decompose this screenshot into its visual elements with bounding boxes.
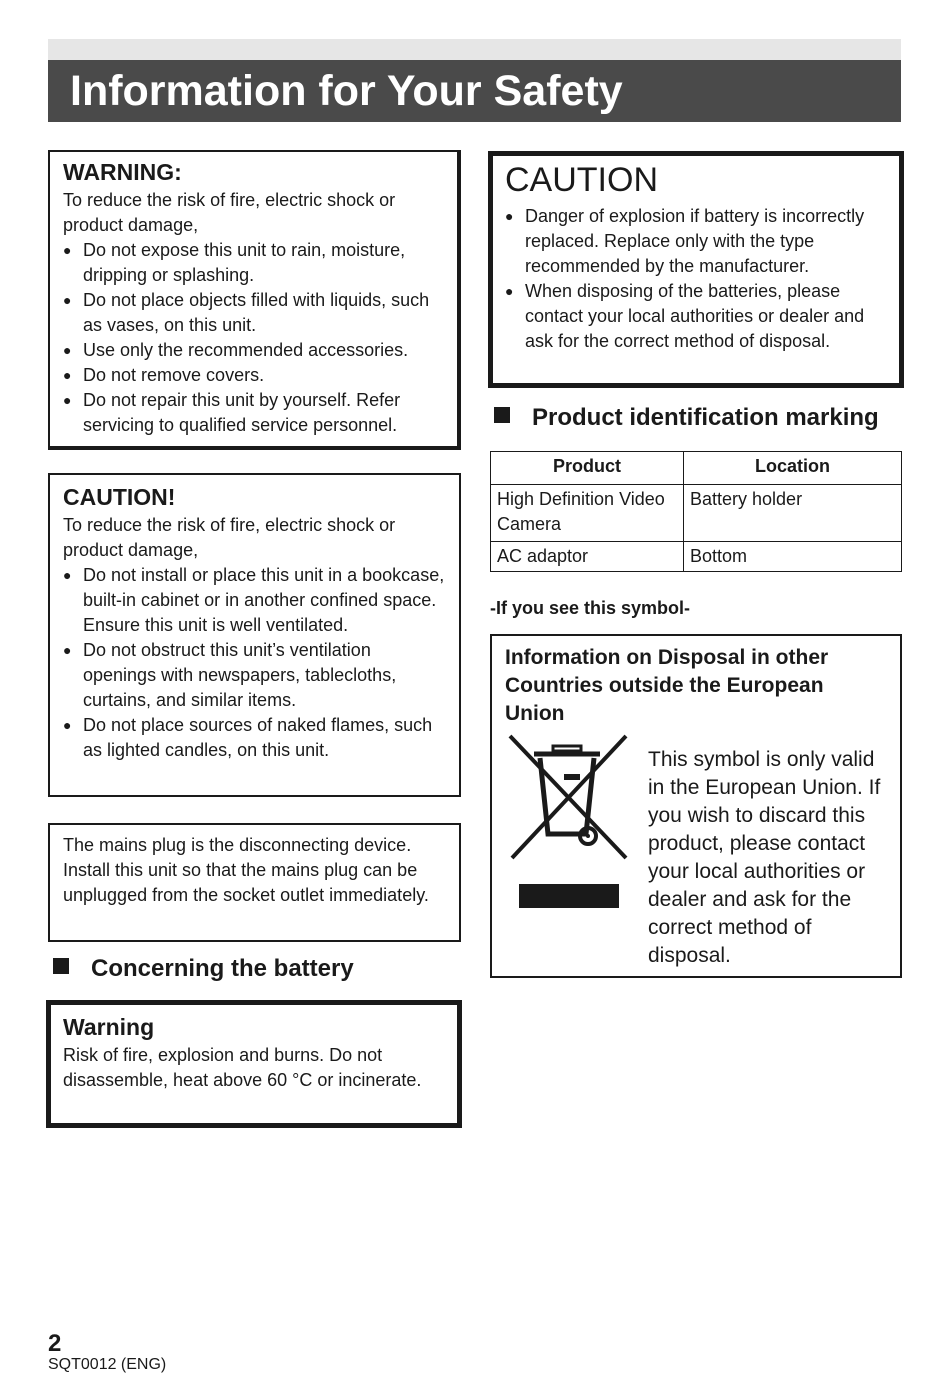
warning-intro: To reduce the risk of fire, electric shock or product damage, (63, 190, 396, 235)
caution-box (48, 473, 461, 797)
title-top-band (48, 39, 901, 60)
table-cell: AC adaptor (491, 542, 684, 572)
page-title: Information for Your Safety (48, 60, 901, 122)
battery-section-heading: Concerning the battery (53, 954, 354, 984)
battery-caution-heading: CAUTION (505, 161, 658, 199)
table-cell: High Definition Video Camera (491, 485, 684, 542)
square-bullet-icon (53, 958, 69, 974)
mains-plug-text: The mains plug is the disconnecting device. Install this unit so that the mains plug can be unplugged from the socket outlet immediately. (63, 835, 429, 905)
list-item: ● Do not place objects filled with liquids, such as vases, on this unit. (63, 288, 445, 338)
table-row (491, 542, 902, 572)
warning-list (63, 238, 445, 438)
page-number: 2 (48, 1330, 62, 1357)
list-item: ● Do not expose this unit to rain, moisture, dripping or splashing. (63, 238, 445, 288)
product-id-heading: Product identification marking (494, 403, 879, 433)
table-header-row (491, 452, 902, 485)
warning-box (48, 150, 461, 450)
document-code: SQT0012 (ENG) (48, 1356, 167, 1373)
battery-warning-heading: Warning (63, 1014, 155, 1040)
column-header: Location (684, 452, 902, 485)
table-cell: Bottom (684, 542, 902, 572)
product-id-table (490, 451, 902, 572)
column-header: Product (491, 452, 684, 485)
table-row (491, 485, 902, 542)
disposal-title: Information on Disposal in other Countries outside the European Union (505, 646, 829, 725)
table-cell: Battery holder (684, 485, 902, 542)
crossed-out-wheelie-bin-icon (506, 732, 632, 914)
disposal-text: This symbol is only valid in the European Union. If you wish to discard this product, please contact your local authorities or dealer and ask for the correct method of disposal. (648, 748, 881, 967)
list-item: ● Do not obstruct this unit’s ventilation openings with newspapers, tablecloths, curtains, and similar items. (63, 638, 447, 713)
list-item: ● Do not install or place this unit in a bookcase, built-in cabinet or in another confined space. Ensure this unit is well ventilated. (63, 563, 447, 638)
list-item: ● When disposing of the batteries, please contact your local authorities or dealer and ask for the correct method of disposal. (505, 279, 887, 354)
caution-intro: To reduce the risk of fire, electric shock or product damage, (63, 515, 396, 560)
square-bullet-icon (494, 407, 510, 423)
list-item: ● Do not repair this unit by yourself. Refer servicing to qualified service personnel. (63, 388, 445, 438)
battery-warning-text: Risk of fire, explosion and burns. Do not disassemble, heat above 60 °C or incinerate. (63, 1045, 422, 1090)
list-item: ● Do not remove covers. (63, 363, 445, 388)
mains-plug-box (48, 823, 461, 942)
list-item: ● Use only the recommended accessories. (63, 338, 445, 363)
battery-caution-list (505, 204, 887, 354)
disposal-box (490, 634, 902, 978)
symbol-line: -If you see this symbol- (490, 598, 691, 618)
caution-list (63, 563, 447, 763)
list-item: ● Danger of explosion if battery is incorrectly replaced. Replace only with the type recommended by the manufacturer. (505, 204, 887, 279)
warning-heading: WARNING: (63, 159, 182, 185)
battery-caution-box (488, 151, 904, 388)
list-item: ● Do not place sources of naked flames, such as lighted candles, on this unit. (63, 713, 447, 763)
battery-warning-box (46, 1000, 462, 1128)
caution-heading: CAUTION! (63, 484, 176, 510)
